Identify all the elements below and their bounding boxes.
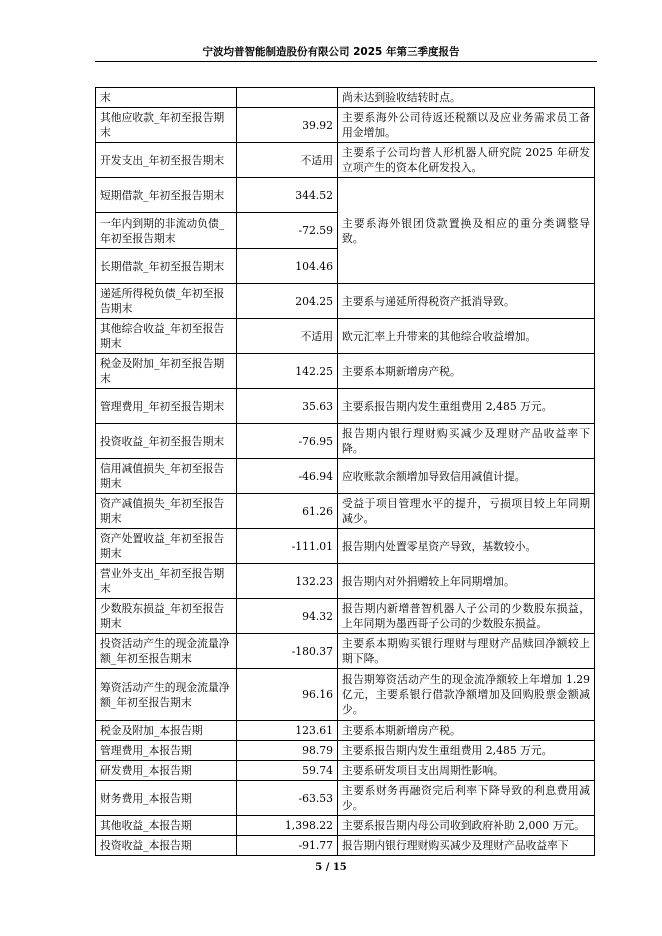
explanation-cell: 主要系子公司均普人形机器人研究院 2025 年研发立项产生的资本化研发投入。 [338,143,595,178]
table-row [96,781,595,816]
explanation-cell: 报告期内银行理财购买减少及理财产品收益率下 [338,836,595,856]
explanation-cell: 报告期内处置零星资产导致，基数较小。 [338,529,595,564]
item-cell: 财务费用_本报告期 [96,781,237,816]
explanation-cell: 主要系本期新增房产税。 [338,721,595,741]
table-row [96,836,595,856]
item-cell: 一年内到期的非流动负债_年初至报告期末 [96,213,237,249]
item-cell: 税金及附加_年初至报告期末 [96,354,237,389]
explanation-cell: 报告期筹资活动产生的现金流净额较上年增加 1.29 亿元，主要系银行借款净额增加及回购股票金额减少。 [338,669,595,721]
explanation-cell: 主要系财务再融资完后利率下降导致的利息费用减少。 [338,781,595,816]
item-cell: 资产减值损失_年初至报告期末 [96,494,237,529]
item-cell: 信用减值损失_年初至报告期末 [96,459,237,494]
item-cell: 税金及附加_本报告期 [96,721,237,741]
value-cell: -72.59 [237,213,338,249]
item-cell: 筹资活动产生的现金流量净额_年初至报告期末 [96,669,237,721]
table-row [96,816,595,836]
explanation-cell: 报告期内对外捐赠较上年同期增加。 [338,564,595,599]
item-cell: 营业外支出_年初至报告期末 [96,564,237,599]
value-cell: 204.25 [237,284,338,319]
value-cell: 59.74 [237,761,338,781]
table-row [96,389,595,424]
item-cell: 短期借款_年初至报告期末 [96,178,237,213]
value-cell: -180.37 [237,634,338,669]
explanation-cell: 报告期内银行理财购买减少及理财产品收益率下降。 [338,424,595,459]
value-cell: -91.77 [237,836,338,856]
explanation-cell: 主要系本期新增房产税。 [338,354,595,389]
table-row [96,459,595,494]
value-cell: 94.32 [237,599,338,634]
table-row [96,529,595,564]
table-row [96,564,595,599]
table-row [96,721,595,741]
item-cell: 资产处置收益_年初至报告期末 [96,529,237,564]
table-row [96,88,595,108]
table-row [96,634,595,669]
explanation-cell: 主要系报告期内发生重组费用 2,485 万元。 [338,389,595,424]
item-cell: 少数股东损益_年初至报告期末 [96,599,237,634]
table-row [96,178,595,213]
table-row [96,424,595,459]
explanation-cell: 主要系报告期内发生重组费用 2,485 万元。 [338,741,595,761]
explanation-cell: 主要系本期购买银行理财与理财产品赎回净额较上期下降。 [338,634,595,669]
item-cell: 长期借款_年初至报告期末 [96,249,237,284]
table-row [96,284,595,319]
value-cell: 123.61 [237,721,338,741]
explanation-cell: 欧元汇率上升带来的其他综合收益增加。 [338,319,595,354]
item-cell: 其他收益_本报告期 [96,816,237,836]
value-cell: 98.79 [237,741,338,761]
explanation-cell: 受益于项目管理水平的提升，亏损项目较上年同期减少。 [338,494,595,529]
item-cell: 管理费用_本报告期 [96,741,237,761]
explanation-cell: 报告期内新增普智机器人子公司的少数股东损益，上年同期为墨西哥子公司的少数股东损益。 [338,599,595,634]
value-cell: -63.53 [237,781,338,816]
variance-explanation-table [95,87,595,856]
table-row [96,599,595,634]
value-cell: 不适用 [237,143,338,178]
table-row [96,761,595,781]
item-cell: 开发支出_年初至报告期末 [96,143,237,178]
explanation-cell-merged: 主要系海外银团贷款置换及相应的重分类调整导致。 [338,178,595,284]
table-row [96,108,595,143]
page-number: 5 / 15 [315,862,347,873]
value-cell: 39.92 [237,108,338,143]
value-cell: 35.63 [237,389,338,424]
value-cell: 96.16 [237,669,338,721]
item-cell: 管理费用_年初至报告期末 [96,389,237,424]
table-row [96,494,595,529]
table-row [96,143,595,178]
value-cell: -76.95 [237,424,338,459]
value-cell: 142.25 [237,354,338,389]
value-cell: -46.94 [237,459,338,494]
explanation-cell: 应收账款余额增加导致信用减值计提。 [338,459,595,494]
explanation-cell: 主要系海外公司待返还税额以及应业务需求员工备用金增加。 [338,108,595,143]
item-cell: 末 [96,88,237,108]
explanation-cell: 主要系研发项目支出周期性影响。 [338,761,595,781]
value-cell [237,88,338,108]
value-cell: 132.23 [237,564,338,599]
explanation-cell: 主要系与递延所得税资产抵消导致。 [338,284,595,319]
value-cell: 104.46 [237,249,338,284]
explanation-cell: 主要系报告期内母公司收到政府补助 2,000 万元。 [338,816,595,836]
table-row [96,354,595,389]
header-divider [95,61,597,62]
page-header: 宁波均普智能制造股份有限公司 2025 年第三季度报告 [202,46,460,58]
value-cell: 不适用 [237,319,338,354]
value-cell: 1,398.22 [237,816,338,836]
value-cell: -111.01 [237,529,338,564]
item-cell: 其他综合收益_年初至报告期末 [96,319,237,354]
item-cell: 投资收益_年初至报告期末 [96,424,237,459]
item-cell: 投资收益_本报告期 [96,836,237,856]
item-cell: 递延所得税负债_年初至报告期末 [96,284,237,319]
table-row [96,669,595,721]
value-cell: 344.52 [237,178,338,213]
item-cell: 投资活动产生的现金流量净额_年初至报告期末 [96,634,237,669]
item-cell: 研发费用_本报告期 [96,761,237,781]
table-row [96,741,595,761]
value-cell: 61.26 [237,494,338,529]
explanation-cell: 尚未达到验收结转时点。 [338,88,595,108]
table-row [96,319,595,354]
item-cell: 其他应收款_年初至报告期末 [96,108,237,143]
